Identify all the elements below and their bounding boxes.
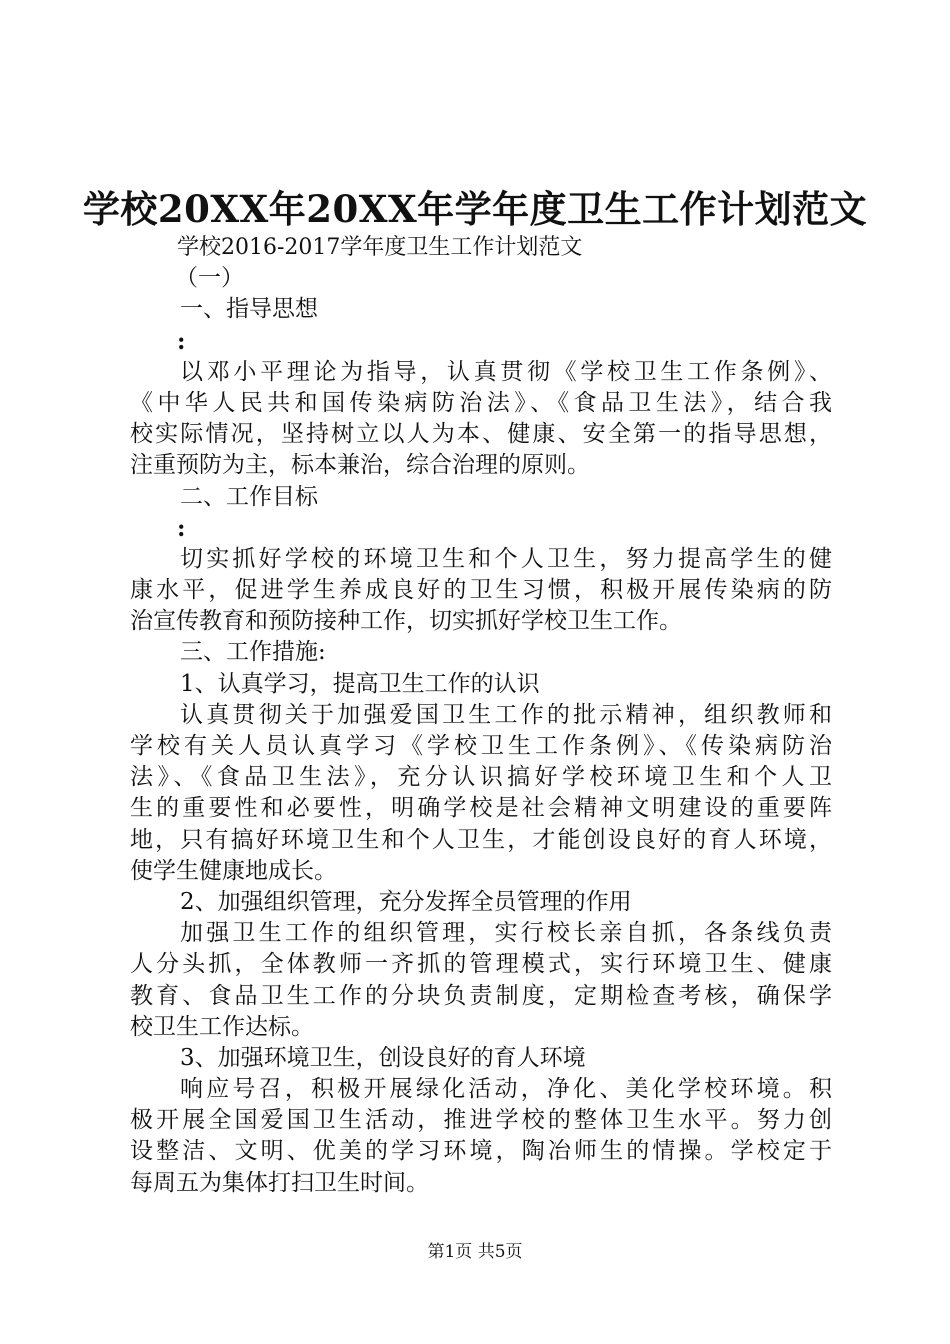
section-heading-guiding-thought: 一、指导思想 <box>180 296 318 323</box>
part-label: （一） <box>175 265 244 292</box>
paragraph-line: 校实际情况，坚持树立以人为本、健康、安全第一的指导思想， <box>130 421 832 448</box>
paragraph-line: 康水平，促进学生养成良好的卫生习惯，积极开展传染病的防 <box>130 577 832 604</box>
paragraph-line: 法》、《食品卫生法》，充分认识搞好学校环境卫生和个人卫 <box>130 764 832 791</box>
section-colon: : <box>177 514 186 542</box>
paragraph-line: 校卫生工作达标。 <box>130 1013 314 1040</box>
paragraph-line: 教育、食品卫生工作的分块负责制度，定期检查考核，确保学 <box>130 982 832 1009</box>
item-heading-2: 2、加强组织管理，充分发挥全员管理的作用 <box>180 888 632 915</box>
item-heading-1: 1、认真学习，提高卫生工作的认识 <box>180 670 540 697</box>
section-colon: : <box>177 327 186 355</box>
paragraph-line: 使学生健康地成长。 <box>130 857 337 884</box>
paragraph-line: 人分头抓，全体教师一齐抓的管理模式，实行环境卫生、健康 <box>130 951 832 978</box>
section-heading-work-measures: 三、工作措施: <box>180 639 326 666</box>
paragraph-line: 学校有关人员认真学习《学校卫生工作条例》、《传染病防治 <box>130 733 832 759</box>
paragraph-line: 以邓小平理论为指导，认真贯彻《学校卫生工作条例》、 <box>180 358 832 385</box>
paragraph-line: 响应号召，积极开展绿化活动，净化、美化学校环境。积 <box>180 1076 832 1103</box>
paragraph-line: 治宣传教育和预防接种工作，切实抓好学校卫生工作。 <box>130 608 682 635</box>
paragraph-line: 切实抓好学校的环境卫生和个人卫生，努力提高学生的健 <box>180 545 832 572</box>
paragraph-line: 注重预防为主，标本兼治，综合治理的原则。 <box>130 452 590 479</box>
document-subtitle: 学校2016-2017学年度卫生工作计划范文 <box>177 235 583 260</box>
paragraph-line: 地，只有搞好环境卫生和个人卫生，才能创设良好的育人环境， <box>130 826 832 853</box>
paragraph-line: 《中华人民共和国传染病防治法》、《食品卫生法》，结合我 <box>130 389 832 416</box>
paragraph-line: 设整洁、文明、优美的学习环境，陶冶师生的情操。学校定于 <box>130 1138 832 1165</box>
paragraph-line: 每周五为集体打扫卫生时间。 <box>130 1169 429 1196</box>
paragraph-line: 极开展全国爱国卫生活动，推进学校的整体卫生水平。努力创 <box>130 1107 832 1134</box>
paragraph-line: 加强卫生工作的组织管理，实行校长亲自抓，各条线负责 <box>180 920 832 947</box>
paragraph-line: 认真贯彻关于加强爱国卫生工作的批示精神，组织教师和 <box>180 701 832 728</box>
paragraph-line: 生的重要性和必要性，明确学校是社会精神文明建设的重要阵 <box>130 795 832 822</box>
document-body <box>130 232 832 1199</box>
item-heading-3: 3、加强环境卫生，创设良好的育人环境 <box>180 1044 586 1071</box>
page-number-footer: 第1页 共5页 <box>427 1242 523 1262</box>
section-heading-work-goals: 二、工作目标 <box>180 483 318 510</box>
document-title: 学校20XX年20XX年学年度卫生工作计划范文 <box>82 187 868 231</box>
